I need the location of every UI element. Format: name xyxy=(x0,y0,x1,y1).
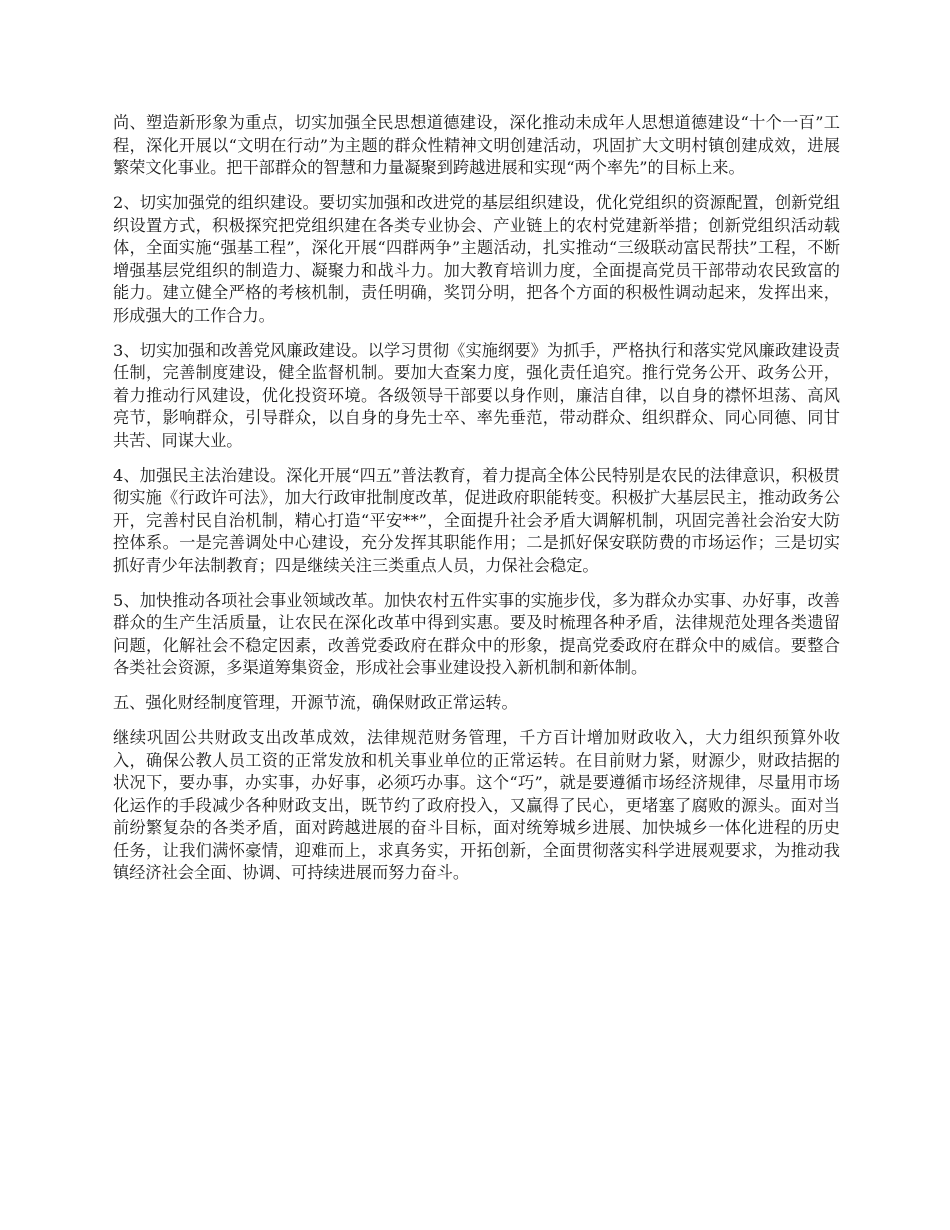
paragraph-party-organization: 2、切实加强党的组织建设。要切实加强和改进党的基层组织建设，优化党组织的资源配置，创新党组织设置方式，积极探究把党组织建在各类专业协会、产业链上的农村党建新举措；创新党组织活动载体，全面实施“强基工程”，深化开展“四群两争”主题活动，扎实推动“三级联动富民帮扶”工程，不断增强基层党组织的制造力、凝聚力和战斗力。加大教育培训力度，全面提高党员干部带动农民致富的能力。建立健全严格的考核机制，责任明确，奖罚分明，把各个方面的积极性调动起来，发挥出来，形成强大的工作合力。 xyxy=(113,193,840,325)
section-heading-finance: 五、强化财经制度管理，开源节流，确保财政正常运转。 xyxy=(113,693,518,712)
paragraph-rule-of-law: 4、加强民主法治建设。深化开展“四五”普法教育，着力提高全体公民特别是农民的法律意识，积极贯彻实施《行政许可法》，加大行政审批制度改革，促进政府职能转变。积极扩大基层民主，推动政务公开，完善村民自治机制，精心打造“平安**”，全面提升社会矛盾大调解机制，巩固完善社会治安大防控体系。一是完善调处中心建设，充分发挥其职能作用；二是抓好保安联防费的市场运作；三是切实抓好青少年法制教育；四是继续关注三类重点人员，力保社会稳定。 xyxy=(113,465,840,575)
paragraph-social-reform: 5、加快推动各项社会事业领域改革。加快农村五件实事的实施步伐，多为群众办实事、办好事，改善群众的生产生活质量，让农民在深化改革中得到实惠。要及时梳理各种矛盾，法律规范处理各类遗留问题，化解社会不稳定因素，改善党委政府在群众中的形象，提高党委政府在群众中的威信。要整合各类社会资源，多渠道筹集资金，形成社会事业建设投入新机制和新体制。 xyxy=(113,590,840,677)
paragraph-clean-governance: 3、切实加强和改善党风廉政建设。以学习贯彻《实施纲要》为抓手，严格执行和落实党风廉政建设责任制，完善制度建设，健全监督机制。要加大查案力度，强化责任追究。推行党务公开、政务公开，着力推动行风建设，优化投资环境。各级领导干部要以身作则，廉洁自律，以自身的襟怀坦荡、高风亮节，影响群众，引导群众，以自身的身先士卒、率先垂范，带动群众、组织群众、同心同德、同甘共苦、同谋大业。 xyxy=(113,340,840,450)
document-body xyxy=(113,112,840,897)
paragraph-finance-management: 继续巩固公共财政支出改革成效，法律规范财务管理，千方百计增加财政收入，大力组织预算外收入，确保公教人员工资的正常发放和机关事业单位的正常运转。在目前财力紧，财源少，财政拮据的状况下，要办事，办实事，办好事，必须巧办事。这个“巧”，就是要遵循市场经济规律，尽量用市场化运作的手段减少各种财政支出，既节约了政府投入，又赢得了民心，更堵塞了腐败的源头。面对当前纷繁复杂的各类矛盾，面对跨越进展的奋斗目标，面对统筹城乡进展、加快城乡一体化进程的历史任务，让我们满怀豪情，迎难而上，求真务实，开拓创新，全面贯彻落实科学进展观要求，为推动我镇经济社会全面、协调、可持续进展而努力奋斗。 xyxy=(113,728,840,882)
paragraph-ideology-continuation: 尚、塑造新形象为重点，切实加强全民思想道德建设，深化推动未成年人思想道德建设“十个一百”工程，深化开展以“文明在行动”为主题的群众性精神文明创建活动，巩固扩大文明村镇创建成效，进展繁荣文化事业。把干部群众的智慧和力量凝聚到跨越进展和实现“两个率先”的目标上来。 xyxy=(113,113,840,177)
